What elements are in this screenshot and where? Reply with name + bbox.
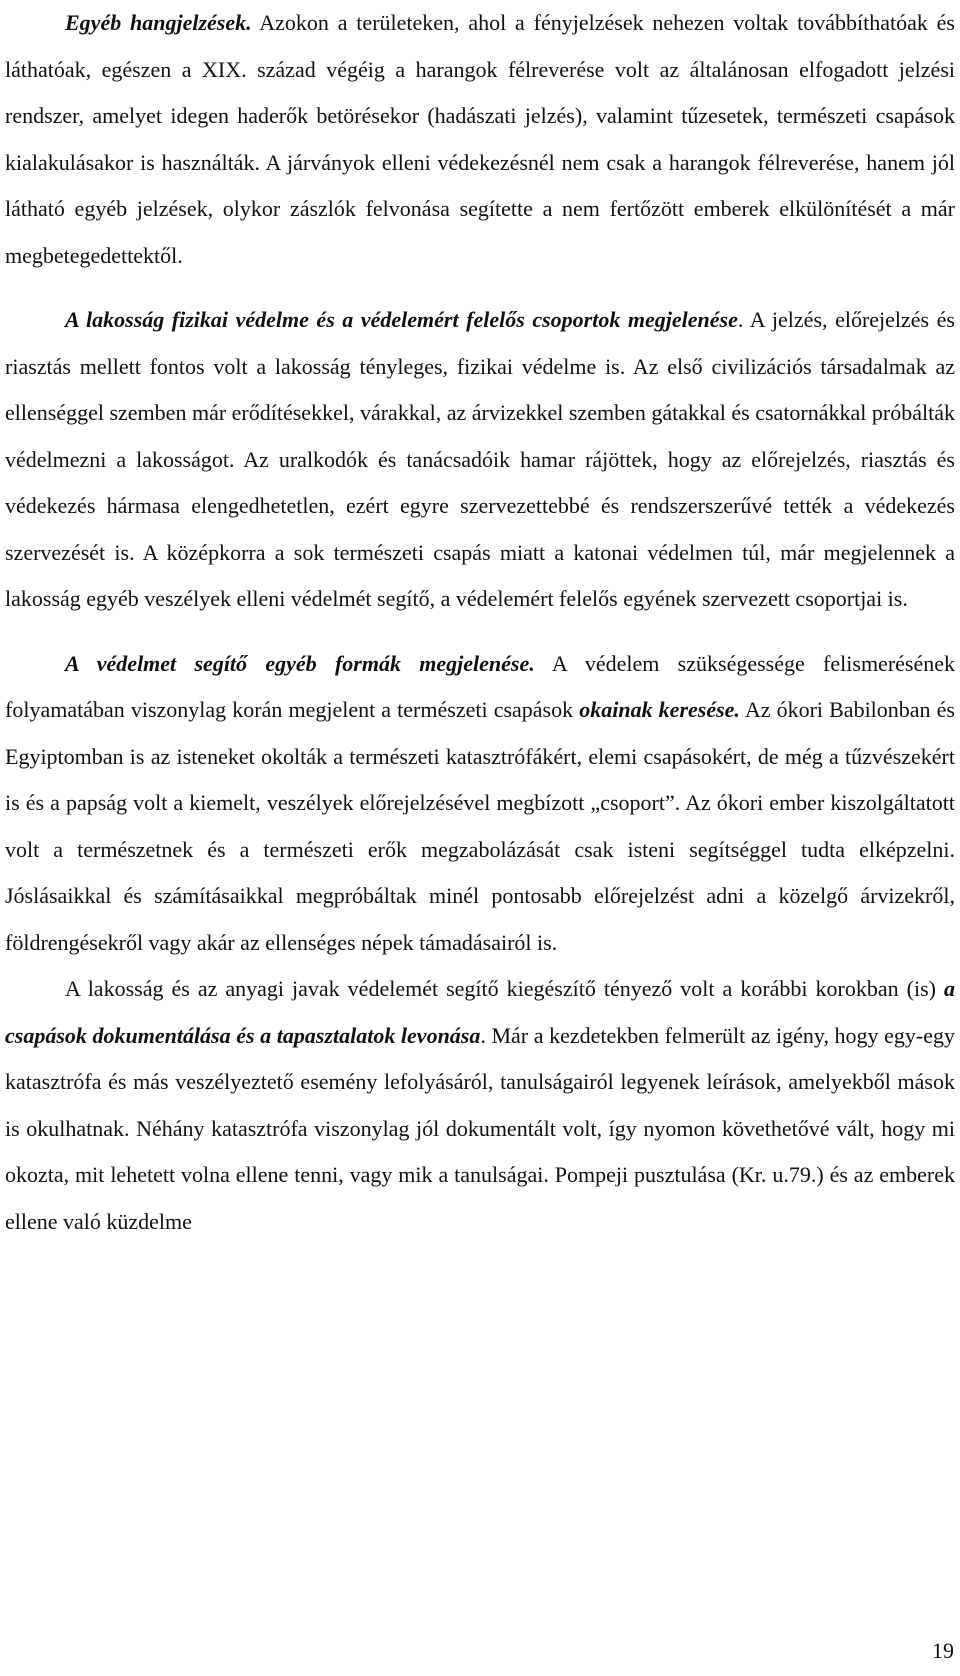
heading-other-sound-signals: Egyéb hangjelzések. [65,10,252,35]
paragraph-other-forms [5,641,955,967]
heading-physical-protection: A lakosság fizikai védelme és a védelemért felelős csoportok megjelenése [65,307,738,332]
heading-other-forms: A védelmet segítő egyéb formák megjelenése. [65,650,535,676]
paragraph-text: Az ókori Babilonban és Egyiptomban is az isteneket okolták a természeti katasztrófákért, elemi csapásokért, de még a tűzvészekért is és a papság volt a kiemelt, veszélyek előrejelzésével megbízott „csoport”. Az ókori ember kiszolgáltatott volt a természetnek és a természeti erők megzabolázását csak isteni segítséggel tudta elképzelni. Jóslásaikkal és számításaikkal megpróbáltak minél pontosabb előrejelzést adni a közelgő árvizekről, földrengésekről vagy akár az ellenséges népek támadásairól is. [5,697,955,955]
paragraph-physical-protection [5,297,955,623]
paragraph-text: A védelem szükségessége felismerésének folyamatában viszonylag korán megjelent a természeti csapások [5,650,955,722]
paragraph-text: . A jelzés, előrejelzés és riasztás mellett fontos volt a lakosság tényleges, fizikai védelme is. Az első civilizációs társadalmak az ellenséggel szemben már erődítésekkel, várakkal, az árvizekkel szemben gátakkal és csatornákkal próbálták védelmezni a lakosságot. Az uralkodók és tanácsadóik hamar rájöttek, hogy az előrejelzés, riasztás és védekezés hármasa elengedhetetlen, ezért egyre szervezettebbé és rendszerszerűvé tették a védekezés szervezését is. A középkorra a sok természeti csapás miatt a katonai védelmen túl, már megjelennek a lakosság egyéb veszélyek elleni védelmét segítő, a védelemért felelős egyének szervezett csoportjai is. [5,307,955,611]
paragraph-text: Azokon a területeken, ahol a fényjelzések nehezen voltak továbbíthatóak és láthatóak, egészen a XIX. század végéig a harangok félreverése volt az általánosan elfogadott jelzési rendszer, amelyet idegen haderők betörésekor (hadászati jelzés), valamint tűzesetek, természeti csapások kialakulásakor is használták. A járványok elleni védekezésnél nem csak a harangok félreverése, hanem jól látható egyéb jelzések, olykor zászlók felvonása segítette a nem fertőzött emberek elkülönítését a már megbetegedettektől. [5,10,955,268]
emphasis-causes-search: okainak keresése. [579,697,740,722]
paragraph-text: . Már a kezdetekben felmerült az igény, hogy egy-egy katasztrófa és más veszélyeztető esemény lefolyásáról, tanulságairól legyenek leírások, amelyekből mások is okulhatnak. Néhány katasztrófa viszonylag jól dokumentált volt, így nyomon követhetővé vált, hogy mi okozta, mit lehetett volna ellene tenni, vagy mik a tanulságai. Pompeji pusztulása (Kr. u.79.) és az emberek ellene való küzdelme [5,1022,955,1234]
document-body [5,0,955,1245]
paragraph-text: A lakosság és az anyagi javak védelemét segítő kiegészítő tényező volt a korábbi korokban (is) [65,976,944,1001]
paragraph-documentation [5,966,955,1245]
page-number: 19 [932,1638,954,1663]
emphasis-documentation: a csapások dokumentálása és a tapasztalatok levonása [5,976,955,1048]
paragraph-other-sound-signals [5,0,955,279]
